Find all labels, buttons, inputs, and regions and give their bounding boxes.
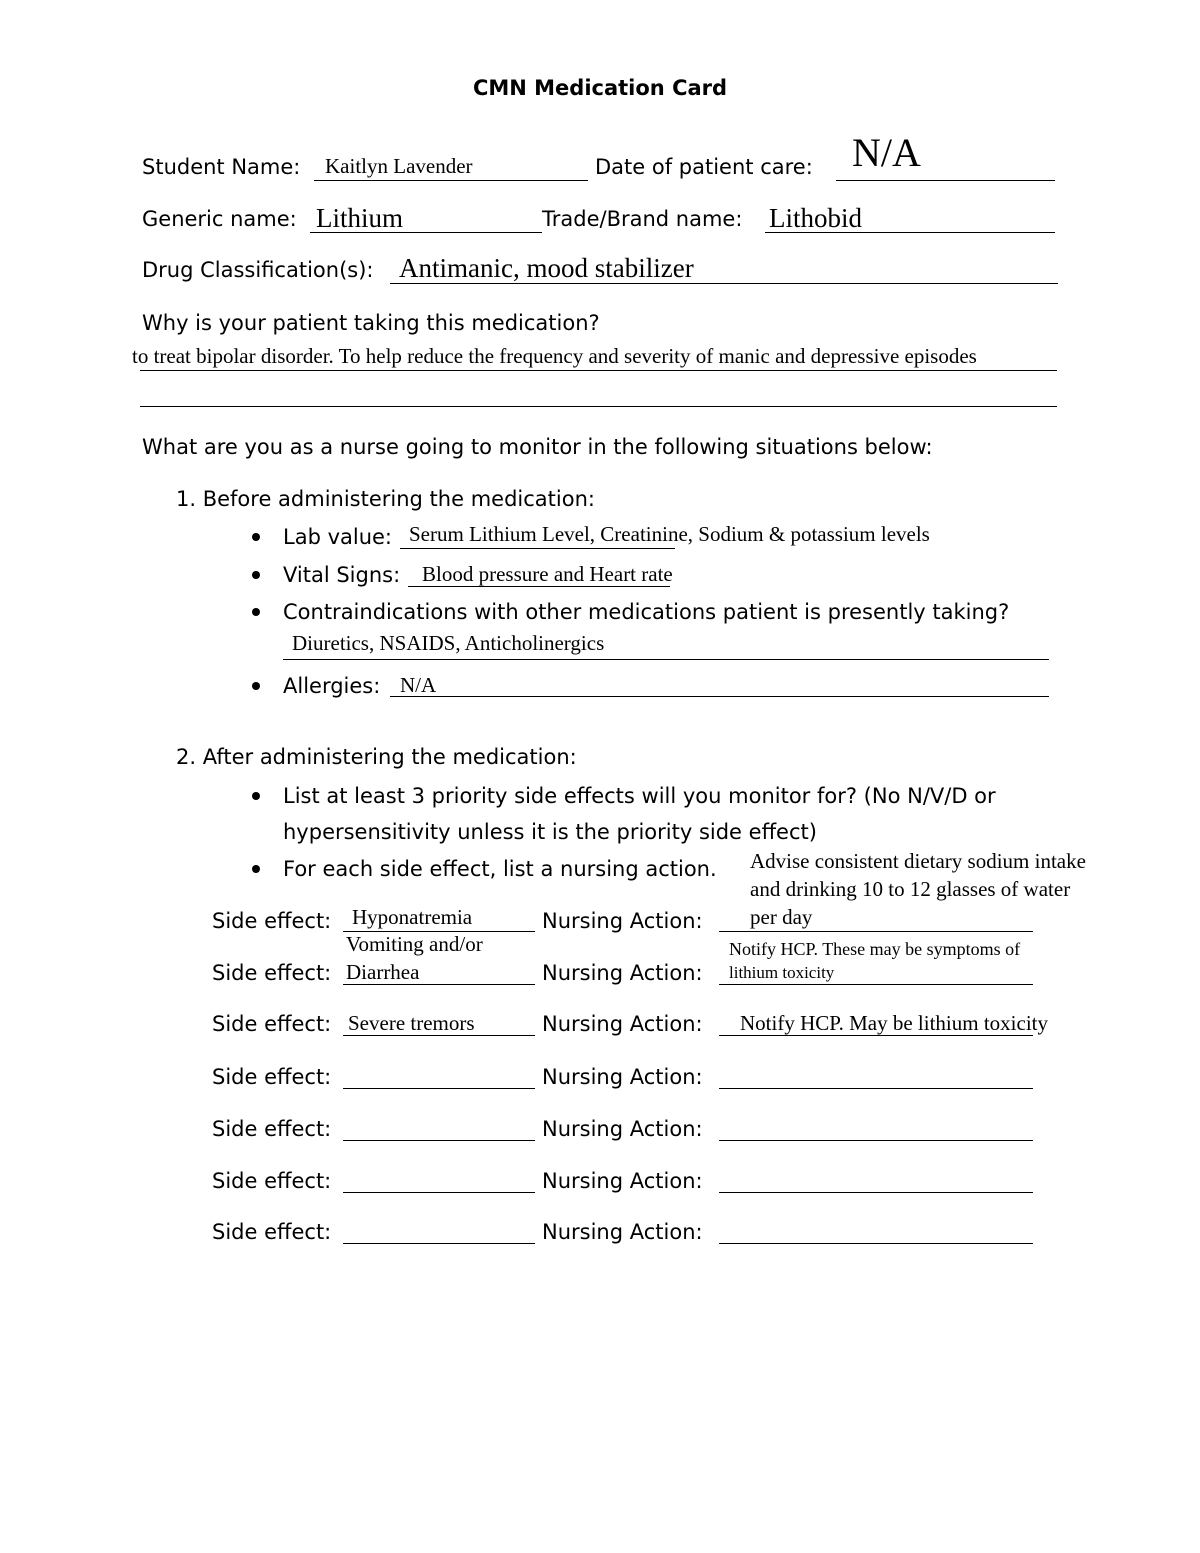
contraindications-line <box>283 659 1049 660</box>
trade-name-value[interactable]: Lithobid <box>769 203 862 233</box>
nursing-action-line[interactable] <box>719 1088 1033 1089</box>
side-effect-line <box>343 1035 535 1036</box>
after-heading: 2. After administering the medication: <box>176 745 577 769</box>
why-question: Why is your patient taking this medication? <box>142 311 600 335</box>
side-effect-answer[interactable]: Diarrhea <box>346 960 420 984</box>
side-effect-label: Side effect: <box>212 909 332 933</box>
nursing-action-label: Nursing Action: <box>542 909 703 933</box>
student-name-label: Student Name: <box>142 155 301 179</box>
side-effects-question-1: List at least 3 priority side effects will you monitor for? (No N/V/D or <box>283 784 996 808</box>
contraindications-label: Contraindications with other medications patient is presently taking? <box>283 600 1010 624</box>
vital-signs-answer[interactable]: Blood pressure and Heart rate <box>422 562 673 586</box>
nursing-action-answer[interactable]: Notify HCP. These may be symptoms of <box>729 939 1021 959</box>
side-effect-label: Side effect: <box>212 1012 332 1036</box>
generic-name-line <box>310 232 542 233</box>
nursing-action-label: Nursing Action: <box>542 1012 703 1036</box>
nursing-action-line[interactable] <box>719 1140 1033 1141</box>
monitor-question: What are you as a nurse going to monitor in the following situations below: <box>142 435 933 459</box>
generic-name-label: Generic name: <box>142 207 297 231</box>
side-effect-label: Side effect: <box>212 1220 332 1244</box>
allergies-label: Allergies: <box>283 674 381 698</box>
trade-name-label: Trade/Brand name: <box>542 207 743 231</box>
nursing-action-label: Nursing Action: <box>542 1220 703 1244</box>
bullet-icon <box>252 865 260 873</box>
nursing-action-label: Nursing Action: <box>542 961 703 985</box>
lab-value-line <box>400 548 675 549</box>
bullet-icon <box>252 608 260 616</box>
allergies-answer[interactable]: N/A <box>400 673 437 697</box>
side-effect-line <box>343 984 535 985</box>
nursing-action-answer[interactable]: and drinking 10 to 12 glasses of water <box>750 877 1071 901</box>
nursing-action-label: Nursing Action: <box>542 1117 703 1141</box>
nursing-action-question: For each side effect, list a nursing action. <box>283 857 717 881</box>
nursing-action-line <box>719 1035 1033 1036</box>
nursing-action-line[interactable] <box>719 1243 1033 1244</box>
classification-line <box>390 283 1058 284</box>
vital-signs-label: Vital Signs: <box>283 563 401 587</box>
side-effect-line[interactable] <box>343 1088 535 1089</box>
why-answer[interactable]: to treat bipolar disorder. To help reduce the frequency and severity of manic and depressive episodes <box>132 344 977 368</box>
nursing-action-line <box>719 984 1033 985</box>
side-effect-answer[interactable]: Severe tremors <box>348 1011 475 1035</box>
nursing-action-label: Nursing Action: <box>542 1065 703 1089</box>
side-effect-line[interactable] <box>343 1140 535 1141</box>
page-title: CMN Medication Card <box>472 76 728 100</box>
bullet-icon <box>252 792 260 800</box>
side-effect-label: Side effect: <box>212 1117 332 1141</box>
nursing-action-line <box>719 931 1033 932</box>
nursing-action-line[interactable] <box>719 1192 1033 1193</box>
nursing-action-answer[interactable]: Notify HCP. May be lithium toxicity <box>740 1011 1048 1035</box>
side-effect-answer[interactable]: Hyponatremia <box>352 905 473 929</box>
contraindications-answer[interactable]: Diuretics, NSAIDS, Anticholinergics <box>292 631 605 655</box>
generic-name-value[interactable]: Lithium <box>316 203 403 233</box>
bullet-icon <box>252 533 260 541</box>
bullet-icon <box>252 682 260 690</box>
why-line-2 <box>140 406 1057 407</box>
student-name-value[interactable]: Kaitlyn Lavender <box>325 154 473 178</box>
date-of-care-line <box>836 180 1055 181</box>
nursing-action-answer[interactable]: Advise consistent dietary sodium intake <box>750 849 1086 873</box>
side-effect-label: Side effect: <box>212 961 332 985</box>
side-effect-answer[interactable]: Vomiting and/or <box>346 932 483 956</box>
side-effect-label: Side effect: <box>212 1065 332 1089</box>
nursing-action-label: Nursing Action: <box>542 1169 703 1193</box>
bullet-icon <box>252 571 260 579</box>
before-heading: 1. Before administering the medication: <box>176 487 595 511</box>
side-effect-line[interactable] <box>343 1243 535 1244</box>
classification-value[interactable]: Antimanic, mood stabilizer <box>399 253 694 283</box>
vital-signs-line <box>408 586 670 587</box>
nursing-action-answer[interactable]: per day <box>750 905 813 929</box>
side-effects-question-2: hypersensitivity unless it is the priority side effect) <box>283 820 817 844</box>
allergies-line <box>390 696 1049 697</box>
side-effect-label: Side effect: <box>212 1169 332 1193</box>
side-effect-line[interactable] <box>343 1192 535 1193</box>
date-of-care-value[interactable]: N/A <box>852 130 921 175</box>
trade-name-line <box>765 232 1055 233</box>
nursing-action-answer[interactable]: lithium toxicity <box>729 963 835 982</box>
lab-value-answer[interactable]: Serum Lithium Level, Creatinine, Sodium & potassium levels <box>409 522 930 546</box>
classification-label: Drug Classification(s): <box>142 258 374 282</box>
lab-value-label: Lab value: <box>283 525 393 549</box>
why-line-1 <box>140 370 1057 371</box>
date-of-care-label: Date of patient care: <box>595 155 813 179</box>
student-name-line <box>314 180 588 181</box>
